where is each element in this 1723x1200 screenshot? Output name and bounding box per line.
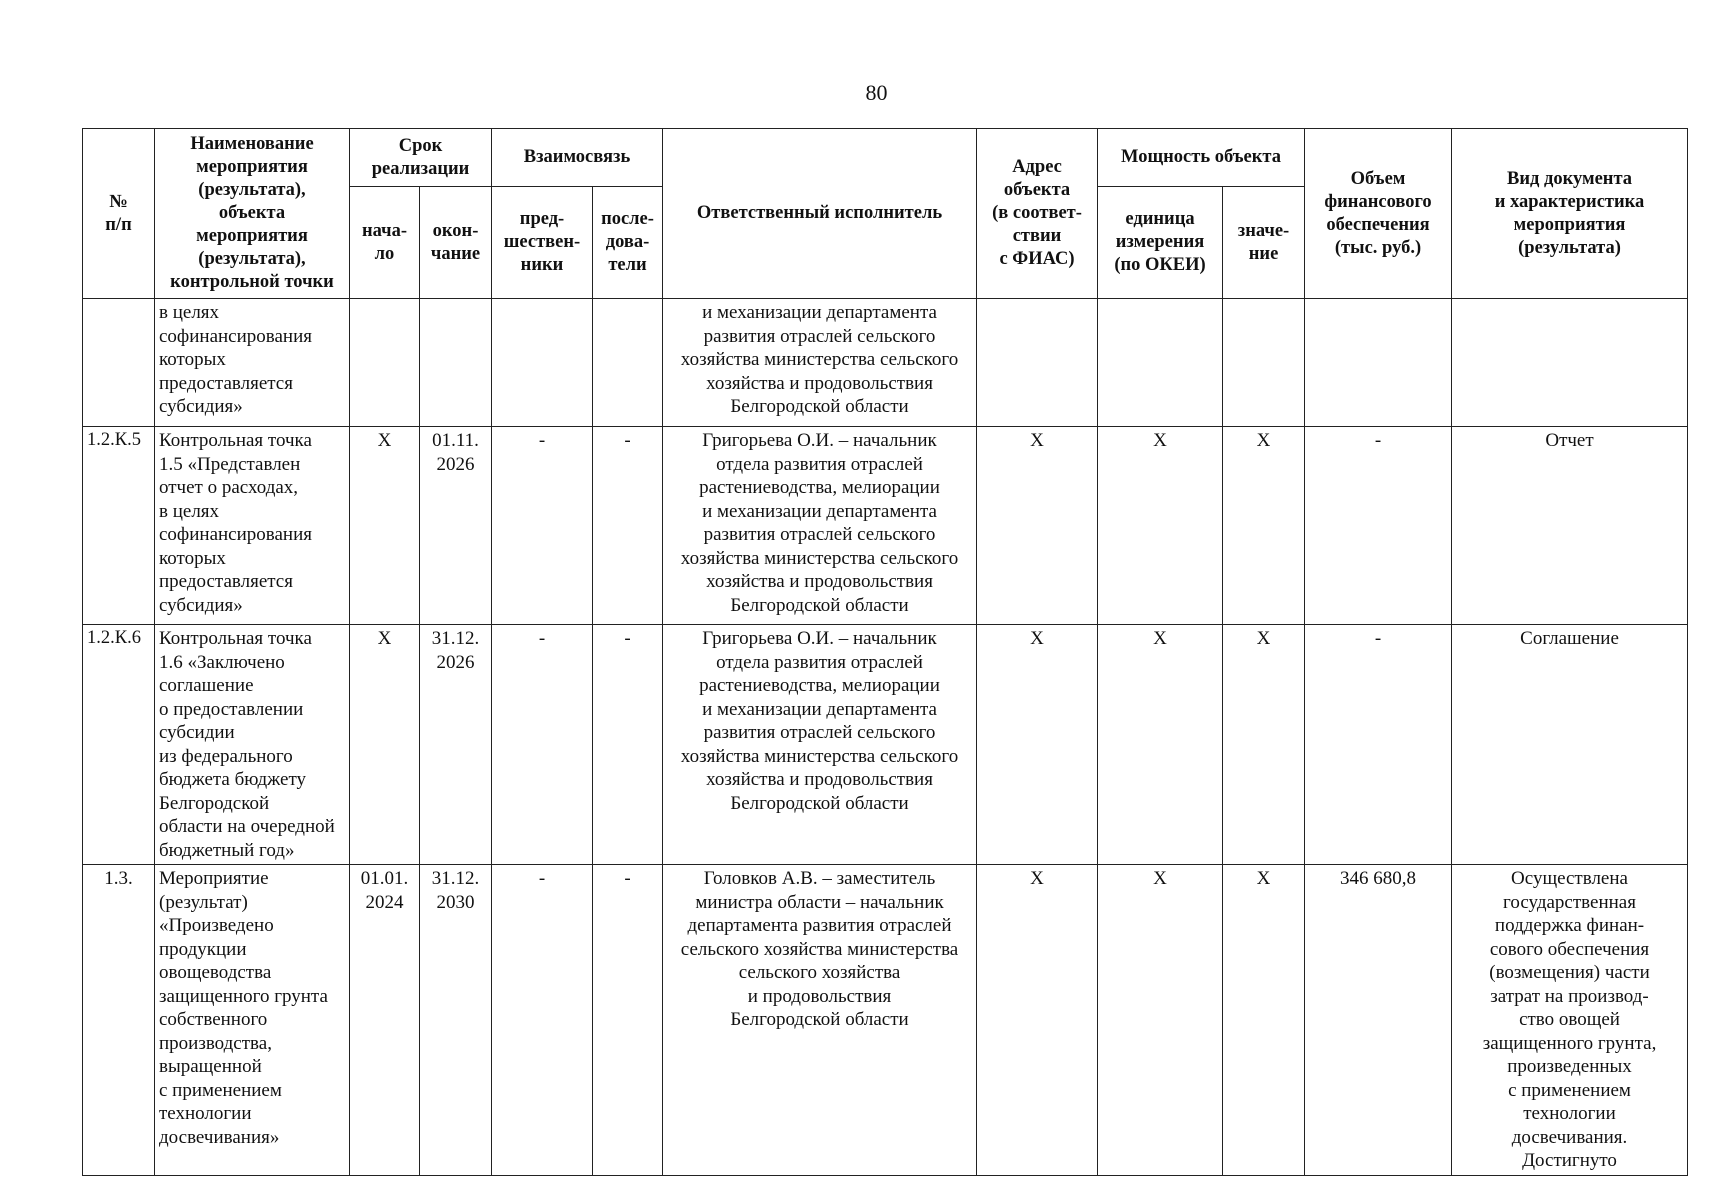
cell-funding [1305, 299, 1452, 427]
header-start: нача- ло [350, 187, 420, 299]
cell-funding: 346 680,8 [1305, 865, 1452, 1176]
header-predecessors: пред- шествен- ники [492, 187, 593, 299]
cell-doc-type [1452, 299, 1688, 427]
table-header [83, 129, 1688, 299]
cell-address: Х [977, 427, 1098, 625]
cell-responsible: Головков А.В. – заместитель министра области – начальник департамента развития отраслей сельского хозяйства министерства сельского хозяйства и продовольствия Белгородской области [663, 865, 977, 1176]
table-row [83, 427, 1688, 625]
cell-responsible: Григорьева О.И. – начальник отдела развития отраслей растениеводства, мелиорации и механизации департамента развития отраслей сельского хозяйства министерства сельского хозяйства и продовольствия Белгородской области [663, 427, 977, 625]
cell-value: Х [1223, 865, 1305, 1176]
cell-value: Х [1223, 427, 1305, 625]
cell-successors: - [593, 427, 663, 625]
cell-unit: Х [1098, 625, 1223, 865]
cell-name: Контрольная точка 1.6 «Заключено соглашение о предоставлении субсидии из федерального бюджета бюджету Белгородской области на очередной бюджетный год» [155, 625, 350, 865]
cell-end: 01.11. 2026 [420, 427, 492, 625]
cell-successors: - [593, 865, 663, 1176]
page-number: 80 [865, 80, 888, 105]
cell-start: Х [350, 427, 420, 625]
cell-address: Х [977, 625, 1098, 865]
cell-unit: Х [1098, 427, 1223, 625]
cell-num: 1.2.К.6 [83, 625, 155, 865]
cell-successors [593, 299, 663, 427]
cell-predecessors: - [492, 865, 593, 1176]
cell-num [83, 299, 155, 427]
cell-address [977, 299, 1098, 427]
header-successors: после- дова- тели [593, 187, 663, 299]
cell-doc-type: Отчет [1452, 427, 1688, 625]
header-doc-type: Вид документа и характеристика мероприятия (результата) [1452, 129, 1688, 299]
cell-address: Х [977, 865, 1098, 1176]
cell-unit [1098, 299, 1223, 427]
header-name: Наименование мероприятия (результата), объекта мероприятия (результата), контрольной точки [155, 129, 350, 299]
header-unit: единица измерения (по ОКЕИ) [1098, 187, 1223, 299]
cell-predecessors: - [492, 625, 593, 865]
cell-start [350, 299, 420, 427]
header-value: значе- ние [1223, 187, 1305, 299]
cell-end: 31.12. 2026 [420, 625, 492, 865]
activities-table [82, 128, 1688, 1176]
cell-funding: - [1305, 625, 1452, 865]
header-capacity: Мощность объекта [1098, 129, 1305, 187]
header-relation: Взаимосвязь [492, 129, 663, 187]
cell-name: в целях софинансирования которых предоставляется субсидия» [155, 299, 350, 427]
header-funding: Объем финансового обеспечения (тыс. руб.) [1305, 129, 1452, 299]
cell-predecessors [492, 299, 593, 427]
header-end: окон- чание [420, 187, 492, 299]
table-row [83, 865, 1688, 1176]
cell-responsible: и механизации департамента развития отраслей сельского хозяйства министерства сельского хозяйства и продовольствия Белгородской области [663, 299, 977, 427]
cell-num: 1.3. [83, 865, 155, 1176]
cell-successors: - [593, 625, 663, 865]
header-responsible: Ответственный исполнитель [663, 129, 977, 299]
cell-end [420, 299, 492, 427]
cell-unit: Х [1098, 865, 1223, 1176]
cell-start: Х [350, 625, 420, 865]
cell-responsible: Григорьева О.И. – начальник отдела развития отраслей растениеводства, мелиорации и механизации департамента развития отраслей сельского хозяйства министерства сельского хозяйства и продовольствия Белгородской области [663, 625, 977, 865]
header-period: Срок реализации [350, 129, 492, 187]
header-num: № п/п [83, 129, 155, 299]
cell-doc-type: Осуществлена государственная поддержка финан- сового обеспечения (возмещения) части затрат на производ- ство овощей защищенного грунта, произведенных с применением технологии досвечивания. Достигнуто [1452, 865, 1688, 1176]
cell-doc-type: Соглашение [1452, 625, 1688, 865]
cell-name: Контрольная точка 1.5 «Представлен отчет о расходах, в целях софинансирования которых предоставляется субсидия» [155, 427, 350, 625]
cell-predecessors: - [492, 427, 593, 625]
table-body [83, 299, 1688, 1176]
table-row [83, 299, 1688, 427]
header-address: Адрес объекта (в соответ- ствии с ФИАС) [977, 129, 1098, 299]
cell-end: 31.12. 2030 [420, 865, 492, 1176]
cell-start: 01.01. 2024 [350, 865, 420, 1176]
cell-funding: - [1305, 427, 1452, 625]
cell-value: Х [1223, 625, 1305, 865]
table-row [83, 625, 1688, 865]
cell-name: Мероприятие (результат) «Произведено продукции овощеводства защищенного грунта собственного производства, выращенной с применением технологии досвечивания» [155, 865, 350, 1176]
cell-num: 1.2.К.5 [83, 427, 155, 625]
cell-value [1223, 299, 1305, 427]
